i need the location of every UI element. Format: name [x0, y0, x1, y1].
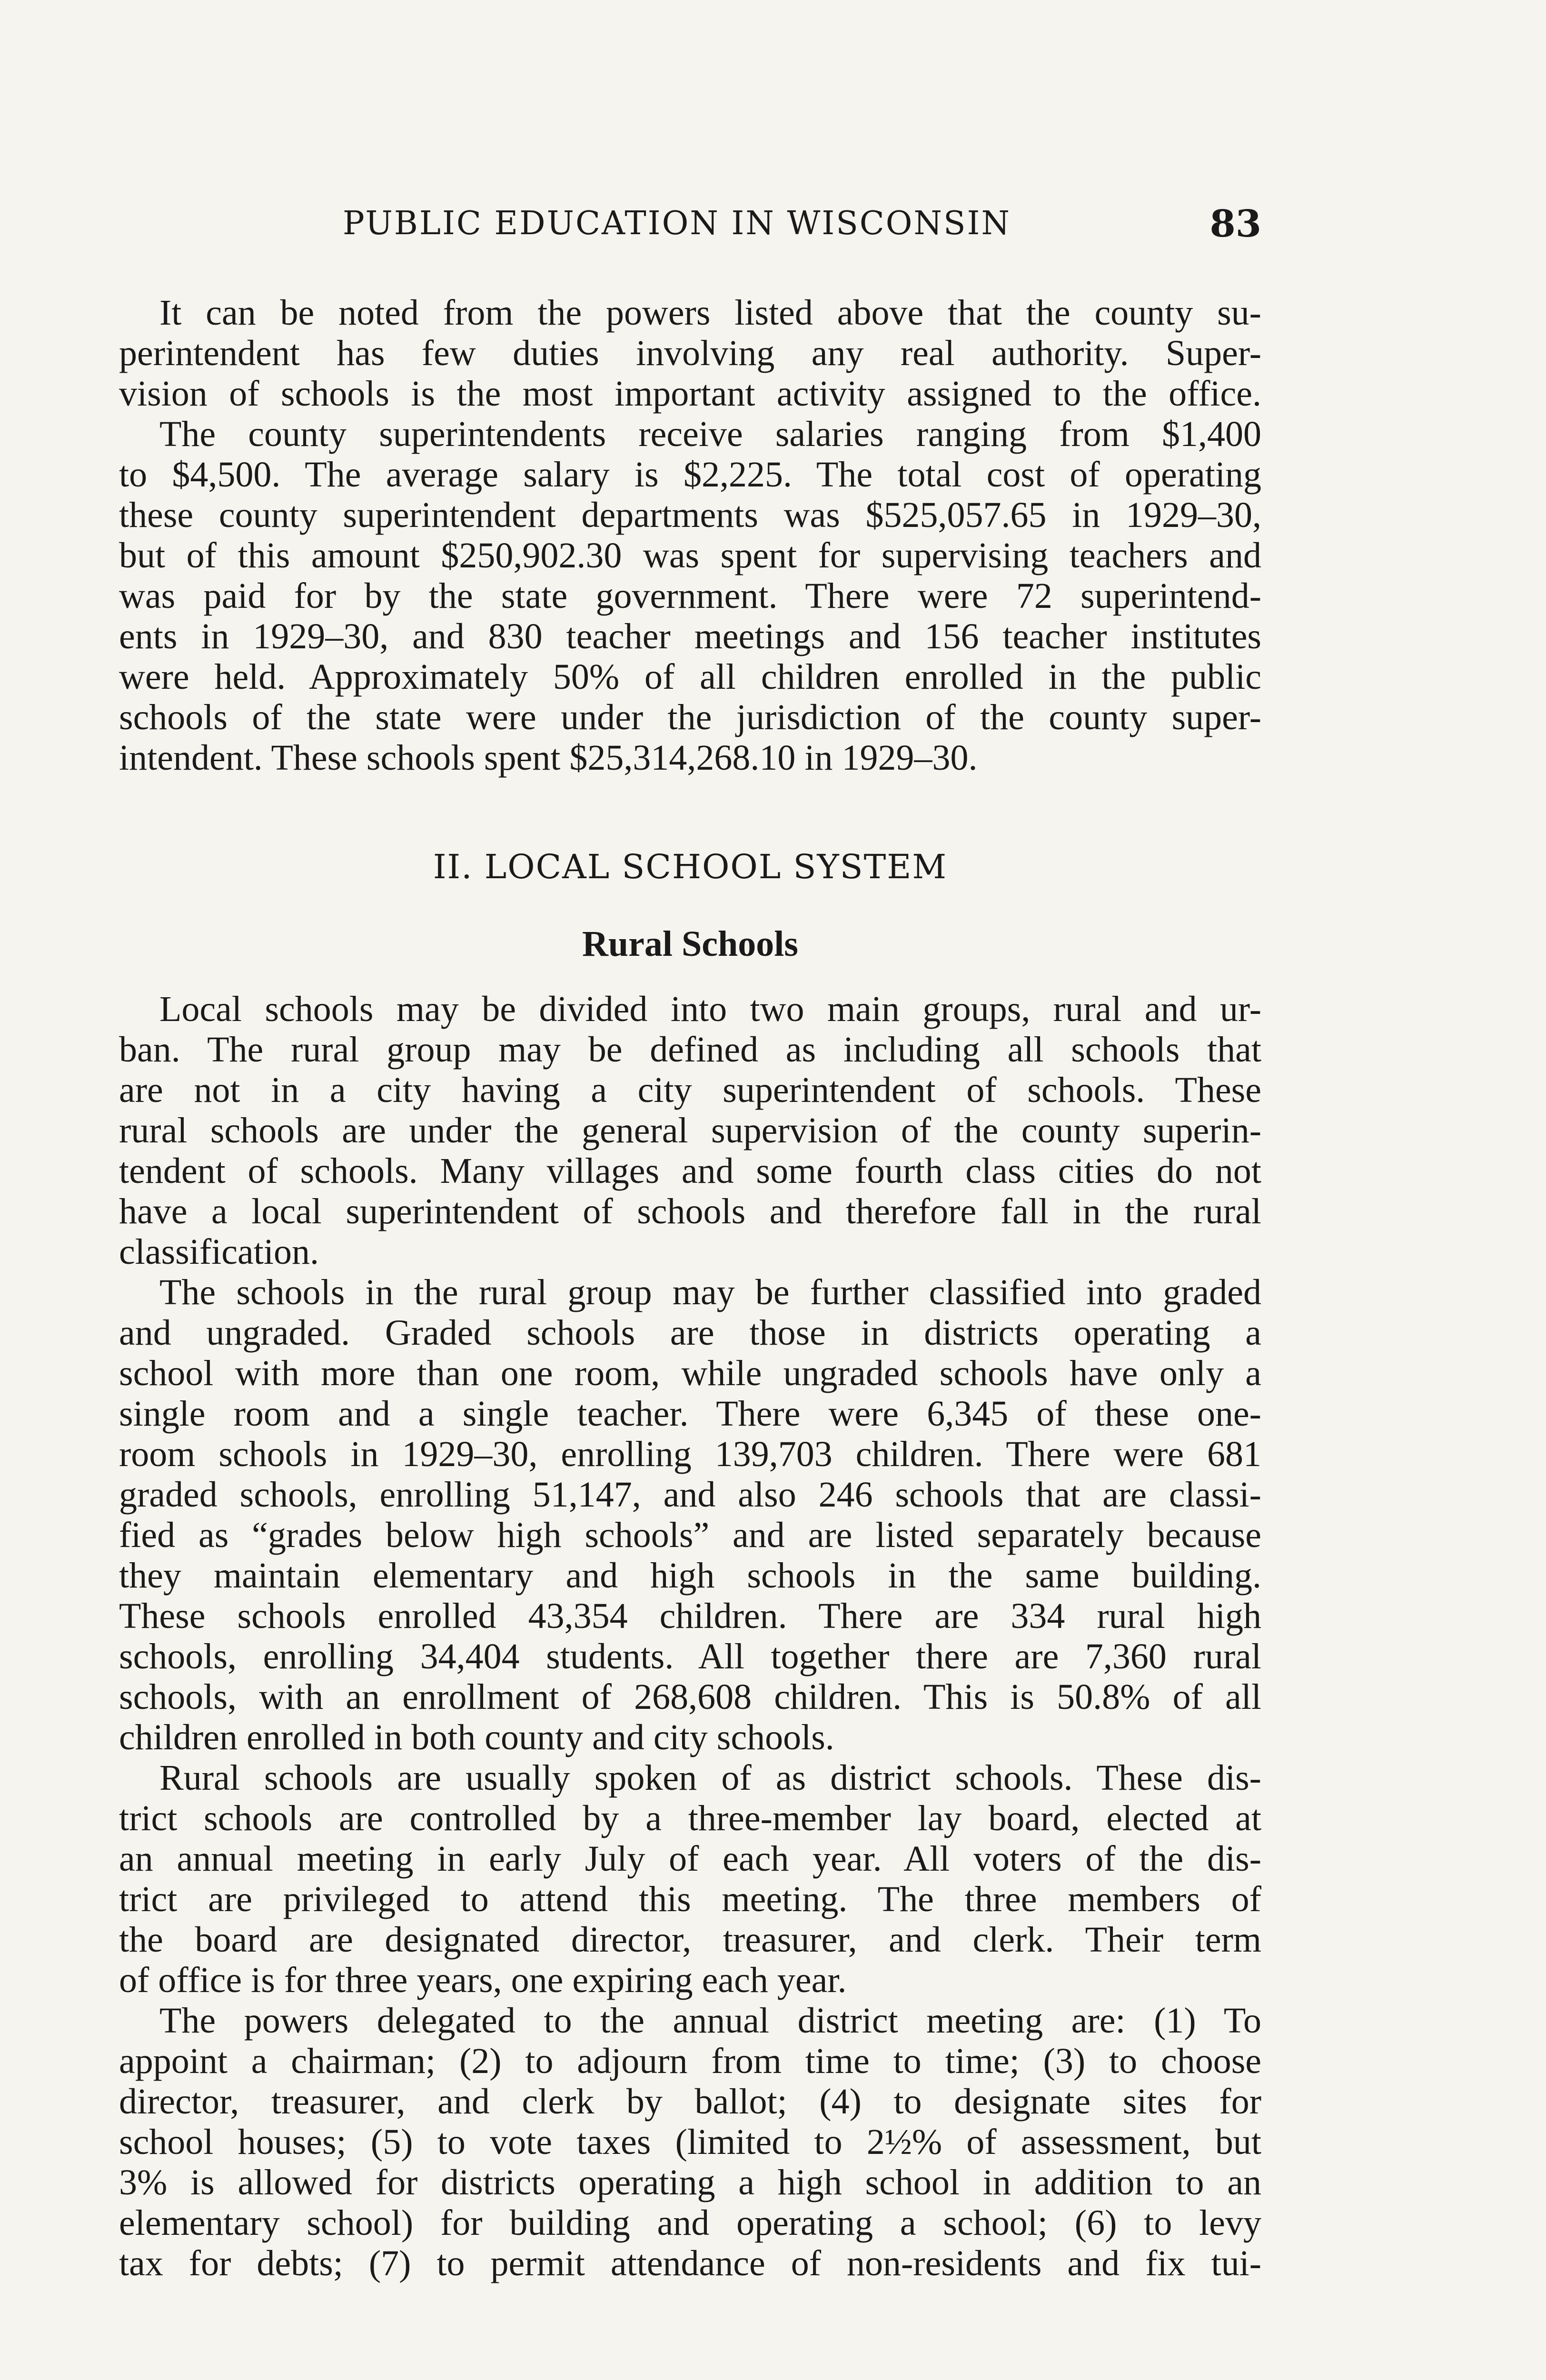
- text-line: these county superintendent departments was $525,057.65 in 1929–30,: [119, 495, 1261, 535]
- text-line: The county superintendents receive salaries ranging from $1,400: [159, 414, 1261, 454]
- paragraph-district-meeting-powers: [119, 2001, 1261, 2284]
- text-line: director, treasurer, and clerk by ballot; (4) to designate sites for: [119, 2082, 1261, 2122]
- paragraph-district-schools: [119, 1758, 1261, 2001]
- text-line: Rural schools are usually spoken of as district schools. These dis-: [159, 1758, 1261, 1798]
- text-line: have a local superintendent of schools and therefore fall in the rural: [119, 1191, 1261, 1231]
- text-line: was paid for by the state government. There were 72 superintend-: [119, 576, 1261, 616]
- text-line: of office is for three years, one expiring each year.: [119, 1960, 847, 2000]
- text-line: school houses; (5) to vote taxes (limited to 2½% of assessment, but: [119, 2122, 1261, 2162]
- text-line: fied as “grades below high schools” and are listed separately because: [119, 1515, 1261, 1555]
- text-line: graded schools, enrolling 51,147, and also 246 schools that are classi-: [119, 1475, 1261, 1515]
- text-line: 3% is allowed for districts operating a high school in addition to an: [119, 2162, 1261, 2202]
- paragraph-local-schools: [119, 989, 1261, 1272]
- text-line: These schools enrolled 43,354 children. There are 334 rural high: [119, 1596, 1261, 1636]
- running-header: [119, 200, 1261, 252]
- text-line: single room and a single teacher. There were 6,345 of these one-: [119, 1394, 1261, 1434]
- text-line: elementary school) for building and operating a school; (6) to levy: [119, 2203, 1261, 2243]
- paragraph-county-superintendent: [119, 293, 1261, 778]
- text-line: to $4,500. The average salary is $2,225. The total cost of operating: [119, 455, 1261, 495]
- text-line: schools of the state were under the jurisdiction of the county super-: [119, 697, 1261, 737]
- text-line: Local schools may be divided into two main groups, rural and ur-: [159, 989, 1261, 1029]
- text-line: tendent of schools. Many villages and some fourth class cities do not: [119, 1151, 1261, 1191]
- text-line: vision of schools is the most important activity assigned to the office.: [119, 374, 1261, 414]
- text-line: they maintain elementary and high schools in the same building.: [119, 1556, 1261, 1596]
- running-title: PUBLIC EDUCATION IN WISCONSIN: [343, 205, 1011, 242]
- text-line: schools, with an enrollment of 268,608 children. This is 50.8% of all: [119, 1677, 1261, 1717]
- sub-heading: Rural Schools: [582, 924, 798, 964]
- text-line: trict are privileged to attend this meeting. The three members of: [119, 1879, 1261, 1919]
- text-line: perintendent has few duties involving any real authority. Super-: [119, 333, 1261, 373]
- text-line: an annual meeting in early July of each year. All voters of the dis-: [119, 1839, 1261, 1879]
- section-heading: II. LOCAL SCHOOL SYSTEM: [433, 847, 948, 886]
- text-line: are not in a city having a city superintendent of schools. These: [119, 1070, 1261, 1110]
- text-line: tax for debts; (7) to permit attendance of non-residents and fix tui-: [119, 2243, 1261, 2283]
- text-line: classification.: [119, 1232, 319, 1272]
- text-line: trict schools are controlled by a three-member lay board, elected at: [119, 1798, 1261, 1838]
- text-line: The powers delegated to the annual district meeting are: (1) To: [159, 2001, 1261, 2041]
- text-line: appoint a chairman; (2) to adjourn from time to time; (3) to choose: [119, 2041, 1261, 2081]
- text-line: room schools in 1929–30, enrolling 139,703 children. There were 681: [119, 1434, 1261, 1474]
- text-line: intendent. These schools spent $25,314,268.10 in 1929–30.: [119, 738, 978, 778]
- text-line: ban. The rural group may be defined as including all schools that: [119, 1030, 1261, 1070]
- text-line: schools, enrolling 34,404 students. All together there are 7,360 rural: [119, 1636, 1261, 1676]
- text-line: rural schools are under the general supervision of the county superin-: [119, 1111, 1261, 1150]
- text-line: the board are designated director, treasurer, and clerk. Their term: [119, 1920, 1261, 1960]
- text-line: ents in 1929–30, and 830 teacher meetings and 156 teacher institutes: [119, 616, 1261, 656]
- paragraph-graded-ungraded: [119, 1272, 1261, 1758]
- text-line: and ungraded. Graded schools are those in districts operating a: [119, 1313, 1261, 1353]
- text-line: The schools in the rural group may be further classified into graded: [159, 1272, 1261, 1312]
- text-line: were held. Approximately 50% of all children enrolled in the public: [119, 657, 1261, 697]
- page-number: 83: [1209, 202, 1261, 246]
- text-line: but of this amount $250,902.30 was spent for supervising teachers and: [119, 536, 1261, 575]
- text-line: school with more than one room, while ungraded schools have only a: [119, 1353, 1261, 1393]
- text-line: children enrolled in both county and city schools.: [119, 1717, 834, 1757]
- text-line: It can be noted from the powers listed above that the county su-: [159, 293, 1261, 333]
